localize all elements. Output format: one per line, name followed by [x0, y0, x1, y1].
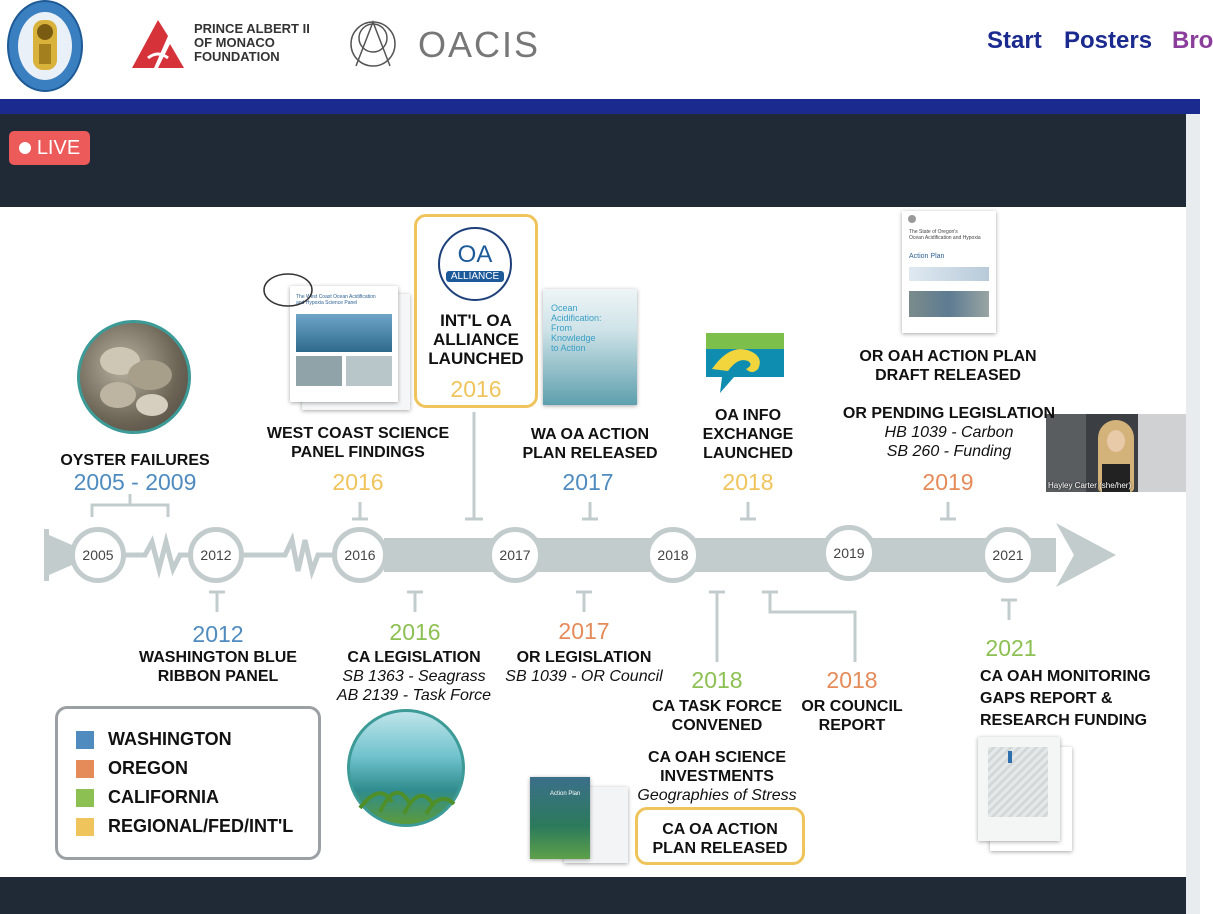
header-divider: [0, 99, 1200, 114]
wa-doc-title-line: Ocean: [551, 303, 578, 313]
wa-doc-title-line: Acidification:: [551, 313, 602, 323]
seagrass-photo: [347, 709, 465, 827]
oyster-photo: [77, 320, 191, 434]
legend-item: REGIONAL/FED/INT'L: [76, 816, 293, 837]
legend-item: OREGON: [76, 758, 188, 779]
event-caplan-label: CA OA ACTION PLAN RELEASED: [652, 821, 788, 857]
event-catf-year: 2018: [691, 667, 743, 693]
timeline-node: 2018: [645, 527, 701, 583]
foundation-name-line: PRINCE ALBERT II: [194, 21, 310, 36]
event-camon-year: 2021: [985, 635, 1037, 661]
event-waplan-label: WA OA ACTION PLAN RELEASED: [522, 426, 658, 462]
event-orleg17-year: 2017: [558, 618, 610, 644]
legend-item: CALIFORNIA: [76, 787, 219, 808]
oa-alliance-logo: [438, 227, 512, 301]
timeline-node: 2021: [980, 527, 1036, 583]
timeline-node: 2017: [487, 527, 543, 583]
legend-swatch: [76, 818, 94, 836]
oa-logo-text: OA: [457, 241, 493, 268]
event-caleg-label: CA LEGISLATION SB 1363 - Seagrass AB 2139 - Task Force: [336, 649, 492, 704]
event-orleg-label: OR PENDING LEGISLATION HB 1039 - Carbon SB 260 - Funding: [842, 405, 1056, 460]
event-caplan-card: [635, 807, 805, 865]
legend-swatch: [76, 731, 94, 749]
legend-swatch: [76, 789, 94, 807]
webcam-caption: Hayley Carter (she/her): [1048, 481, 1132, 490]
event-oyster-year: 2005 - 2009: [73, 469, 197, 495]
wa-action-plan-image: [543, 289, 637, 405]
event-oaalliance-label: INT'L OA ALLIANCE LAUNCHED: [428, 311, 524, 368]
event-camon-label: CA OAH MONITORING GAPS REPORT & RESEARCH FUNDING: [980, 668, 1151, 729]
event-caleg-year: 2016: [389, 619, 441, 645]
event-wabrp-year: 2012: [192, 621, 244, 647]
foundation-logo[interactable]: [128, 14, 328, 72]
presentation-slide: [0, 207, 1186, 877]
wa-doc-title-line: Knowledge: [551, 333, 596, 343]
event-wcsp-label: WEST COAST SCIENCE PANEL FINDINGS: [266, 425, 450, 461]
wcsp-report-image: [262, 270, 412, 410]
nav-start[interactable]: Start: [987, 27, 1042, 54]
foundation-name-line: FOUNDATION: [194, 49, 280, 64]
event-catf-label: CA TASK FORCE CONVENED: [652, 698, 782, 734]
nav-bro[interactable]: Bro: [1172, 27, 1213, 54]
event-wabrp-label: WASHINGTON BLUE RIBBON PANEL: [139, 649, 297, 685]
timeline-node: 2016: [332, 527, 388, 583]
wa-doc-title-line: From: [551, 323, 572, 333]
event-orcouncil-year: 2018: [826, 667, 878, 693]
live-badge: [9, 131, 90, 165]
oacis-wordmark: OACIS: [418, 24, 541, 65]
wcsp-doc-title-line: and Hypoxia Science Panel: [296, 300, 358, 306]
event-oyster-label: OYSTER FAILURES: [60, 452, 210, 469]
ca-monitoring-report-image: [978, 737, 1074, 853]
video-scrollbar[interactable]: [1186, 114, 1200, 914]
or-action-plan-image: [902, 211, 996, 333]
timeline-node: 2019: [821, 525, 877, 581]
oa-logo-subtext: ALLIANCE: [446, 271, 504, 282]
legend-swatch: [76, 760, 94, 778]
or-doc-title: Action Plan: [909, 253, 945, 260]
event-oainfo-label: OA INFO EXCHANGE LAUNCHED: [702, 407, 794, 462]
event-orcouncil-label: OR COUNCIL REPORT: [801, 698, 903, 734]
foundation-name-line: OF MONACO: [194, 35, 275, 50]
legend: [55, 706, 321, 860]
oa-info-exchange-icon: [702, 329, 788, 401]
event-orleg-year: 2019: [922, 469, 974, 495]
wa-doc-title-line: to Action: [551, 343, 586, 353]
event-wcsp-year: 2016: [332, 469, 384, 495]
site-header: [0, 0, 1213, 99]
university-logo[interactable]: [6, 0, 84, 92]
event-casci-label: CA OAH SCIENCE INVESTMENTS Geographies of Stress: [637, 749, 797, 804]
live-dot-icon: [19, 142, 31, 154]
legend-item: WASHINGTON: [76, 729, 232, 750]
timeline-node: 2005: [70, 527, 126, 583]
wcsp-doc-title-line: The West Coast Ocean Acidification: [296, 294, 376, 300]
timeline-node: 2012: [188, 527, 244, 583]
ca-action-plan-image: [530, 777, 630, 863]
event-orplan-label: OR OAH ACTION PLAN DRAFT RELEASED: [859, 348, 1037, 384]
nav-posters[interactable]: Posters: [1064, 27, 1153, 54]
ca-plan-doc-title: Action Plan: [550, 791, 581, 797]
or-doc-header-line: The State of Oregon's: [909, 229, 958, 235]
event-orleg17-label: OR LEGISLATION SB 1039 - OR Council: [505, 649, 663, 685]
event-waplan-year: 2017: [562, 469, 614, 495]
oacis-logo[interactable]: [348, 12, 548, 76]
event-oaalliance-year: 2016: [450, 376, 502, 402]
or-doc-header-line: Ocean Acidification and Hypoxia: [909, 235, 981, 241]
live-label: LIVE: [36, 136, 81, 159]
event-oainfo-year: 2018: [722, 469, 774, 495]
